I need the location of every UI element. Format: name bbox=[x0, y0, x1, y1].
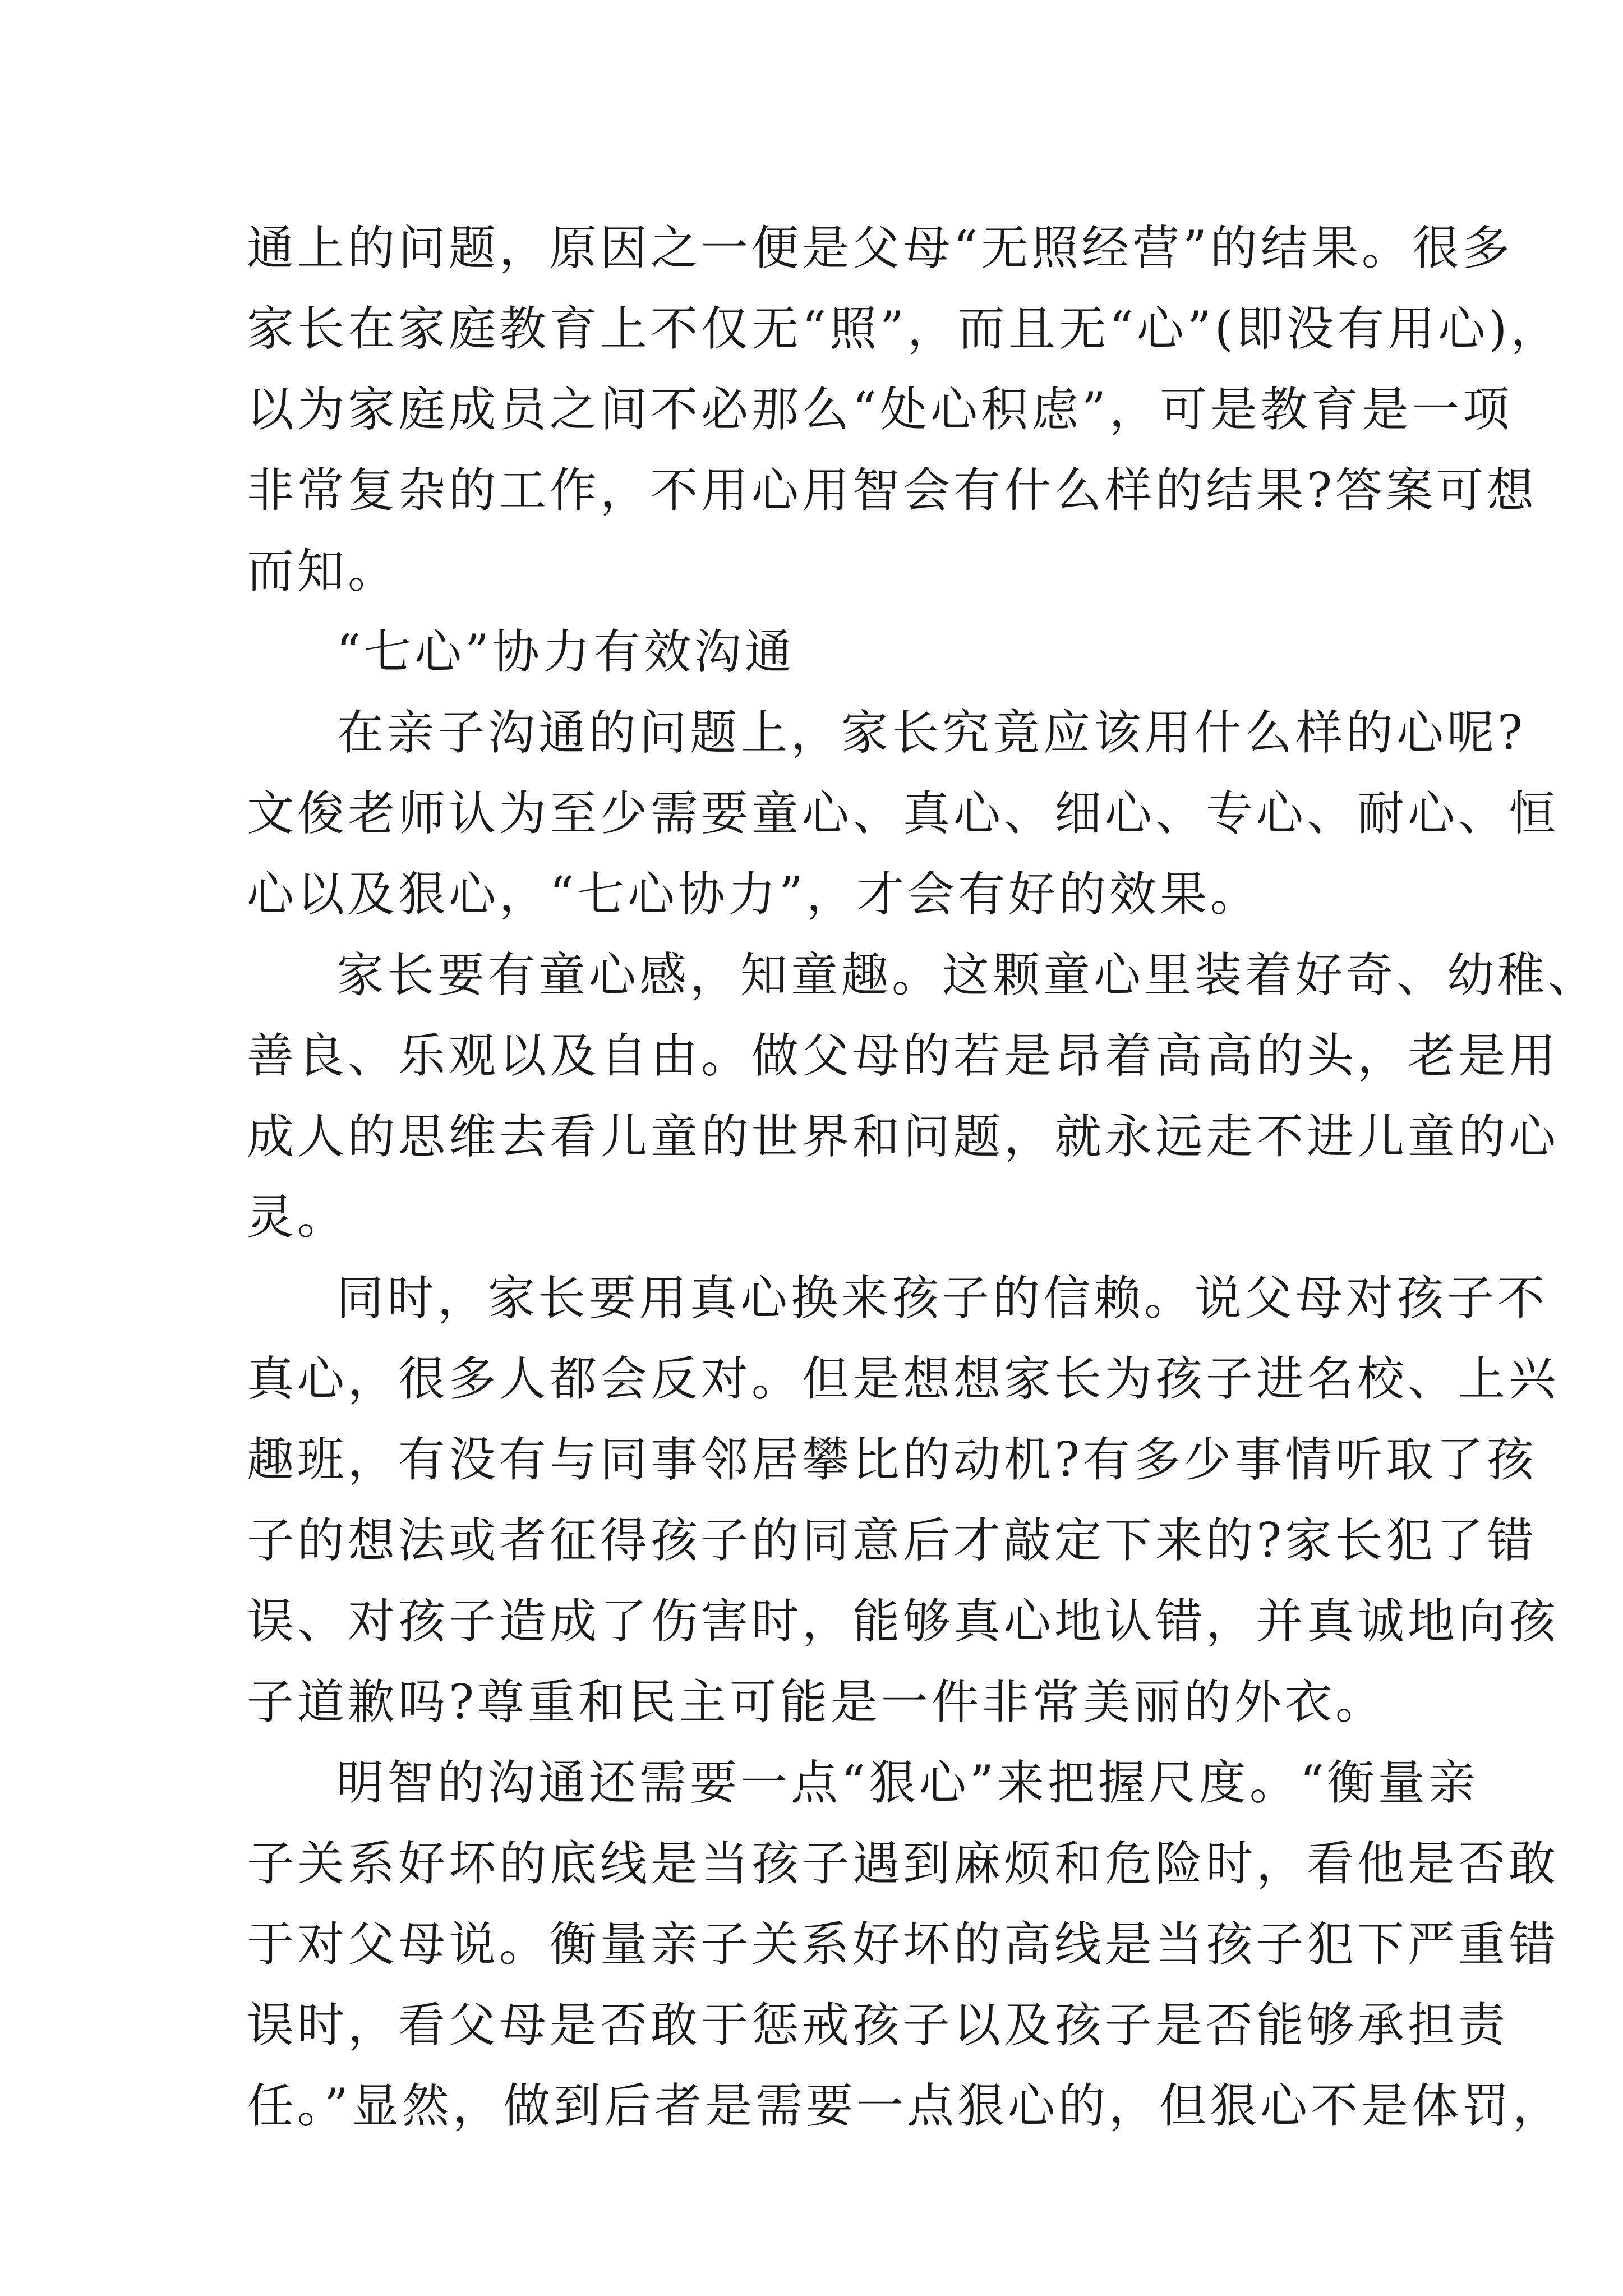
text-line: 家长在家庭教育上不仅无“照”，而且无“心”(即没有用心)， bbox=[247, 301, 1561, 356]
text-line: 误时，看父母是否敢于惩戒孩子以及孩子是否能够承担责 bbox=[247, 1998, 1509, 2053]
text-line: 灵。 bbox=[247, 1190, 348, 1245]
text-line: 子道歉吗?尊重和民主可能是一件非常美丽的外衣。 bbox=[247, 1674, 1386, 1729]
text-line: 成人的思维去看儿童的世界和问题，就永远走不进儿童的心 bbox=[247, 1109, 1560, 1164]
text-line: 善良、乐观以及自由。做父母的若是昂着高高的头，老是用 bbox=[247, 1028, 1560, 1083]
text-line: 于对父母说。衡量亲子关系好坏的高线是当孩子犯下严重错 bbox=[247, 1917, 1560, 1972]
text-line: 误、对孩子造成了伤害时，能够真心地认错，并真诚地向孩 bbox=[247, 1594, 1560, 1649]
text-line: 非常复杂的工作，不用心用智会有什么样的结果?答案可想 bbox=[247, 463, 1538, 518]
section-heading: “七心”协力有效沟通 bbox=[336, 624, 795, 679]
text-line: 心以及狠心，“七心协力”，才会有好的效果。 bbox=[247, 867, 1261, 922]
text-line: 明智的沟通还需要一点“狠心”来把握尺度。“衡量亲 bbox=[336, 1755, 1479, 1810]
text-line: 在亲子沟通的问题上，家长究竟应该用什么样的心呢? bbox=[336, 705, 1527, 760]
text-line: 子关系好坏的底线是当孩子遇到麻烦和危险时，看他是否敢 bbox=[247, 1836, 1560, 1891]
text-line: 以为家庭成员之间不必那么“处心积虑”，可是教育是一项 bbox=[247, 382, 1513, 437]
text-line: 家长要有童心感，知童趣。这颗童心里装着好奇、幼稚、 bbox=[336, 947, 1599, 1002]
text-line: 文俊老师认为至少需要童心、真心、细心、专心、耐心、恒 bbox=[247, 786, 1560, 841]
body-text bbox=[247, 208, 1599, 2146]
text-line: 任。”显然，做到后者是需要一点狠心的，但狠心不是体罚， bbox=[247, 2078, 1563, 2133]
text-line: 通上的问题，原因之一便是父母“无照经营”的结果。很多 bbox=[247, 220, 1513, 275]
text-line: 子的想法或者征得孩子的同意后才敲定下来的?家长犯了错 bbox=[247, 1513, 1538, 1568]
text-line: 趣班，有没有与同事邻居攀比的动机?有多少事情听取了孩 bbox=[247, 1432, 1538, 1487]
text-line: 同时，家长要用真心换来孩子的信赖。说父母对孩子不 bbox=[336, 1271, 1548, 1326]
text-line: 而知。 bbox=[247, 544, 399, 599]
text-line: 真心，很多人都会反对。但是想想家长为孩子进名校、上兴 bbox=[247, 1351, 1560, 1406]
